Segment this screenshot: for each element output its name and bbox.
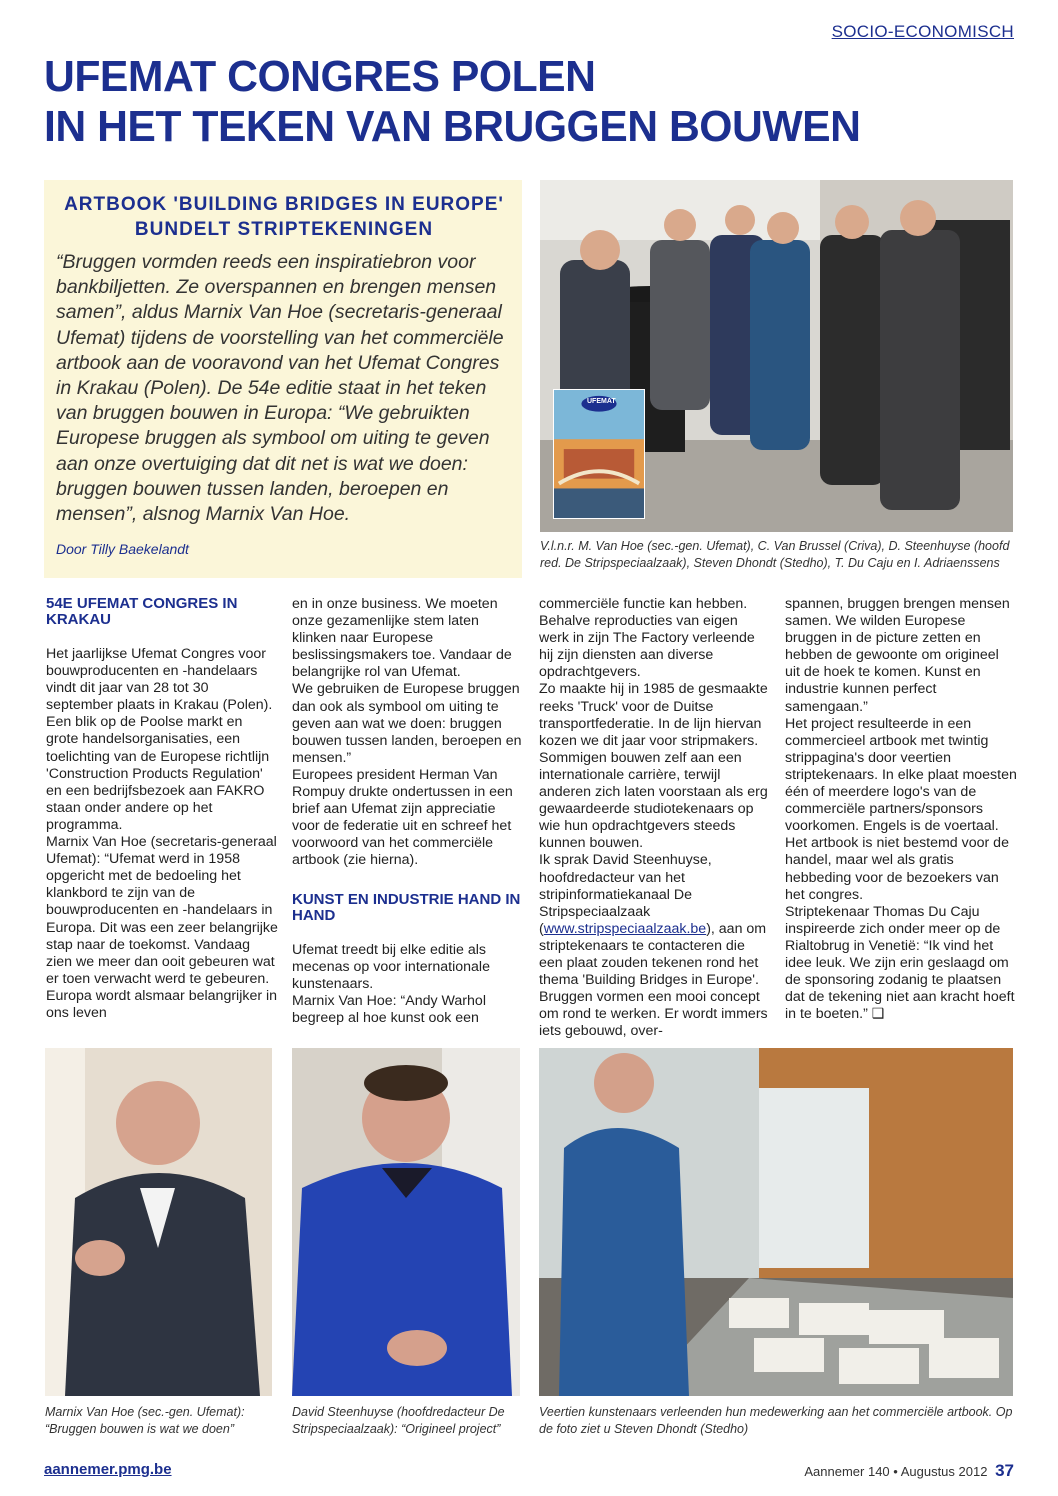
- issue-info: Aannemer 140 • Augustus 2012: [804, 1464, 988, 1479]
- photo-caption-1: Marnix Van Hoe (sec.-gen. Ufemat): “Bruggen bouwen is wat we doen”: [45, 1405, 245, 1436]
- photo-marnix-van-hoe: [45, 1048, 272, 1396]
- intro-box: [44, 180, 522, 578]
- article-column-1: [46, 596, 278, 1022]
- article-text: ), aan om striptekenaars te contacteren die een plaat zouden tekenen rond het thema 'Building Bridges in Europe'. Bruggen vormen een mooi concept om rond te werken. Er wordt immers iets gebouwd, over-: [539, 920, 768, 1040]
- headline-line-2: IN HET TEKEN VAN BRUGGEN BOUWEN: [44, 102, 861, 151]
- photo-caption-3: Veertien kunstenaars verleenden hun medewerking aan het commerciële artbook. Op de foto ziet u Steven Dhondt (Stedho): [539, 1405, 1013, 1436]
- headline-line-1: UFEMAT CONGRES POLEN: [44, 52, 596, 101]
- group-photo-caption: V.l.n.r. M. Van Hoe (sec.-gen. Ufemat), C. Van Brussel (Criva), D. Steenhuyse (hoofd red. De Stripspeciaalzaak), Steven Dhondt (Stedho), T. Du Caju en I. Adriaenssens: [540, 539, 1010, 570]
- article-paragraph: spannen, bruggen brengen mensen samen. We wilden Europese bruggen in de picture zetten en hebben de gewoonte om origineel uit de hoek te komen. Kunst en industrie kunnen perfect samengaan.”: [785, 596, 1010, 715]
- article-text: Ik sprak David Steenhuyse, hoofdredacteur van het stripinformatiekanaal De Stripspeciaalzaak (: [539, 852, 712, 937]
- photo-artworks-table: [539, 1048, 1013, 1396]
- article-paragraph: Het jaarlijkse Ufemat Congres voor bouwproducenten en -handelaars vindt dit jaar van 28 tot 30 september plaats in Krakau (Polen). Een blik op de Poolse markt en grote handelsorganisaties, een toelichting van de Europese richtlijn 'Construction Products Regulation' en een bedrijfsbezoek aan FAKRO staan onder andere op het programma.: [46, 646, 273, 833]
- page-number: 37: [995, 1461, 1014, 1480]
- article-paragraph: Het project resulteerde in een commercieel artbook met twintig strippagina's door veertien striptekenaars. In elke plaat moesten één of meerdere logo's van de commerciële partners/sponsors voorkomen. Engels is de voertaal. Het artbook is niet bestemd voor de handel, maar wel als gratis hebbeding voor de bezoekers van het congres.: [785, 715, 1017, 903]
- stripspeciaalzaak-link[interactable]: www.stripspeciaalzaak.be: [543, 920, 707, 937]
- article-column-2: [292, 596, 524, 1027]
- article-paragraph: Striptekenaar Thomas Du Caju inspireerde zich onder meer op de Rialtobrug in Venetië: “Ik vind het idee leuk. We zijn erin geslaagd om de sponsoring zodanig te plaatsen dat de tekening niet aan kracht hoeft in te boeten.” ❑: [785, 903, 1015, 1023]
- artbook-cover-label: UFEMAT: [587, 398, 616, 405]
- section-heading-kunst: KUNST EN INDUSTRIE HAND IN HAND: [292, 890, 521, 924]
- article-column-4: [785, 596, 1017, 1023]
- page-headline: [44, 52, 995, 152]
- photo-david-steenhuyse: [292, 1048, 520, 1396]
- intro-title-line-1: ARTBOOK 'BUILDING BRIDGES IN EUROPE': [64, 194, 504, 215]
- article-paragraph: commerciële functie kan hebben. Behalve reproducties van eigen werk in zijn The Factory verleende hij zijn diensten aan diverse opdrachtgevers.: [539, 596, 755, 681]
- intro-quote: “Bruggen vormden reeds een inspiratiebron voor bankbiljetten. Ze overspannen en brengen mensen samen”, aldus Marnix Van Hoe (secretaris-generaal Ufemat) tijdens de voorstelling van het commerciële artbook aan de vooravond van het Ufemat Congres in Krakau (Polen). De 54e editie staat in het teken van bruggen bouwen in Europa: “We gebruikten Europese bruggen als symbool om uiting te geven aan onze overtuiging dat dit net is wat we doen: bruggen bouwen tussen landen, beroepen en mensen”, alsnog Marnix Van Hoe.: [56, 251, 504, 526]
- intro-title-line-2: BUNDELT STRIPTEKENINGEN: [134, 219, 434, 240]
- article-paragraph: [539, 852, 771, 1040]
- article-column-3: [539, 596, 771, 1040]
- footer-website-link[interactable]: aannemer.pmg.be: [44, 1461, 172, 1478]
- footer-issue: [804, 1461, 1014, 1481]
- article-paragraph: Ufemat treedt bij elke editie als mecenas op voor internationale kunstenaars.: [292, 941, 490, 992]
- intro-title: [56, 192, 512, 242]
- section-label: SOCIO-ECONOMISCH: [831, 22, 1014, 41]
- article-paragraph: We gebruiken de Europese bruggen dan ook als symbool om uiting te geven aan wat we doen: bruggen bouwen tussen landen, beroepen en mensen.”: [292, 681, 522, 766]
- article-paragraph: Marnix Van Hoe (secretaris-generaal Ufemat): “Ufemat werd in 1958 opgericht met de bedoeling het klankbord te zijn van de bouwproducenten en -handelaars in Europa. Dit was een zeer belangrijke stap naar de toekomst. Vandaag zien we meer dan ooit gebeuren wat er toen verwacht werd te gebeuren. Europa wordt alsmaar belangrijker in ons leven: [46, 834, 278, 1021]
- article-paragraph: Marnix Van Hoe: “Andy Warhol begreep al hoe kunst ook een: [292, 992, 486, 1026]
- article-paragraph: Europees president Herman Van Rompuy drukte ondertussen in een brief aan Ufemat zijn appreciatie voor de federatie uit en schreef het voorwoord van het commerciële artbook (zie hierna).: [292, 766, 513, 869]
- section-heading-krakau: 54E UFEMAT CONGRES IN KRAKAU: [46, 595, 238, 628]
- artbook-cover-image: [553, 389, 645, 519]
- byline: Door Tilly Baekelandt: [56, 541, 189, 558]
- article-paragraph: Zo maakte hij in 1985 de gesmaakte reeks 'Truck' voor de Duitse transportfederatie. In de lijn hiervan kozen we dit jaar voor stripmakers. Sommigen bouwen zelf aan een internationale carrière, terwijl anderen zich laten voorstaan als erg gewaardeerde studiotekenaars op wie hun opdrachtgevers steeds kunnen bouwen.: [539, 681, 768, 852]
- photo-caption-2: David Steenhuyse (hoofdredacteur De Stripspeciaalzaak): “Origineel project”: [292, 1405, 505, 1436]
- article-paragraph: en in onze business. We moeten onze gezamenlijke stem laten klinken naar Europese beslissingsmakers toe. Vandaar de belangrijke rol van Ufemat.: [292, 596, 512, 681]
